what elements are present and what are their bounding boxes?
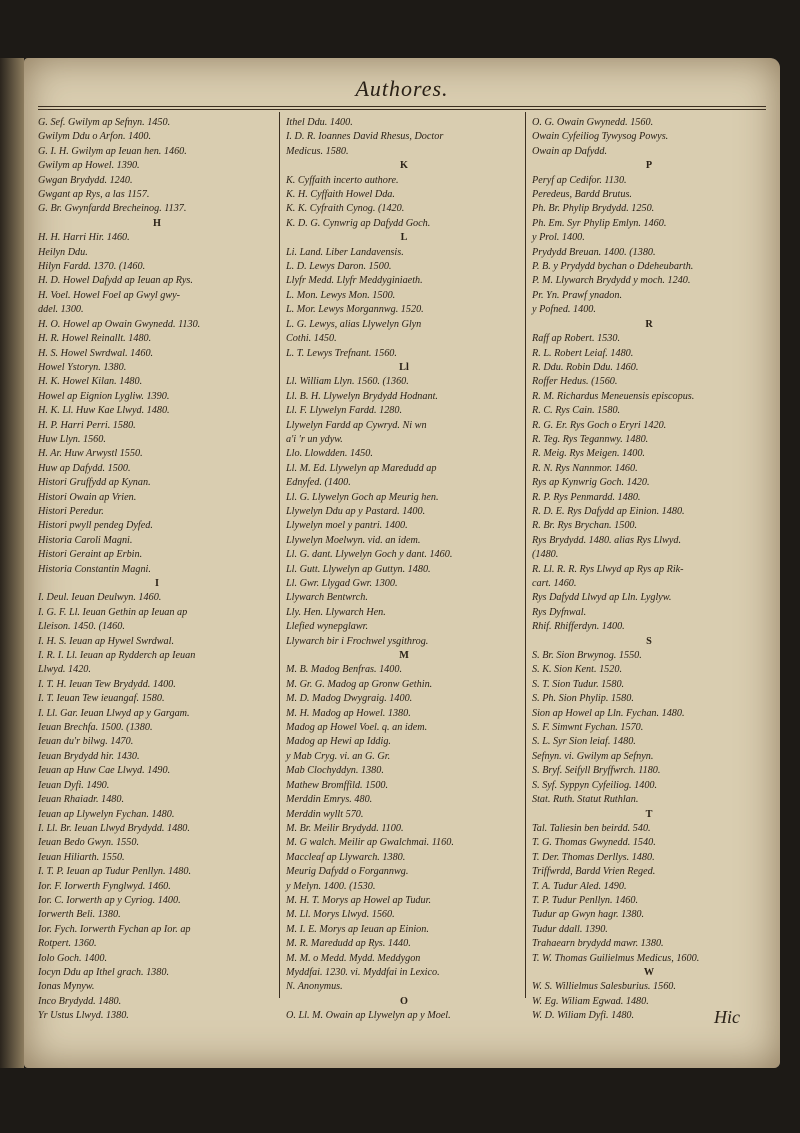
author-entry: Ph. Em. Syr Phylip Emlyn. 1460. bbox=[532, 217, 667, 229]
section-letter: I bbox=[155, 578, 159, 589]
author-entry: Ieuan Brydydd hir. 1430. bbox=[38, 750, 140, 762]
column-divider-1 bbox=[279, 112, 280, 998]
author-entry: Rotpert. 1360. bbox=[38, 938, 97, 950]
author-entry: S. Br. Sion Brwynog. 1550. bbox=[532, 650, 642, 662]
author-entry: I. H. S. Ieuan ap Hywel Swrdwal. bbox=[38, 635, 175, 647]
section-letter: M bbox=[399, 650, 409, 662]
author-entry: Llwyd. 1420. bbox=[38, 664, 91, 676]
author-entry: H. P. Harri Perri. 1580. bbox=[38, 419, 136, 431]
author-entry: G. Sef. Gwilym ap Sefnyn. 1450. bbox=[38, 117, 171, 128]
author-entry: Triffwrdd, Bardd Vrien Reged. bbox=[532, 866, 656, 878]
author-entry: I. Ll. Gar. Ieuan Llwyd ap y Gargam. bbox=[38, 707, 190, 719]
section-letter: L bbox=[400, 232, 408, 244]
author-entry: R. Ddu. Robin Ddu. 1460. bbox=[532, 361, 639, 373]
author-entry: S. F. Simwnt Fychan. 1570. bbox=[532, 722, 644, 734]
author-entry: Ll. William Llyn. 1560. (1360. bbox=[286, 376, 409, 388]
author-entry: Huw ap Dafydd. 1500. bbox=[38, 462, 131, 474]
author-entry: R. L. Robert Leiaf. 1480. bbox=[532, 347, 634, 359]
author-entry: Myddfai. 1230. vi. Myddfai in Lexico. bbox=[286, 966, 440, 978]
author-entry: Tudur ap Gwyn hagr. 1380. bbox=[532, 909, 645, 921]
author-entry: M. G walch. Meilir ap Gwalchmai. 1160. bbox=[286, 837, 454, 849]
author-entry: L. Mor. Lewys Morgannwg. 1520. bbox=[286, 304, 424, 316]
author-entry: K. Cyffaith incerto authore. bbox=[286, 174, 399, 186]
page-title: Authores. bbox=[355, 76, 449, 101]
author-entry: Sefnyn. vi. Gwilym ap Sefnyn. bbox=[532, 750, 654, 762]
section-letter: P bbox=[645, 160, 653, 172]
section-letter: K bbox=[400, 160, 408, 172]
author-entry: R. P. Rys Penmardd. 1480. bbox=[532, 491, 641, 503]
author-entry: Hilyn Fardd. 1370. (1460. bbox=[38, 261, 146, 273]
author-entry: Mathew Bromffild. 1500. bbox=[286, 779, 389, 791]
author-entry: Histori Peredur. bbox=[38, 505, 104, 517]
author-entry: Iorwerth Beli. 1380. bbox=[38, 909, 121, 921]
author-entry: W. S. Willielmus Salesburius. 1560. bbox=[532, 981, 676, 993]
author-entry: Pr. Yn. Prawf ynadon. bbox=[532, 289, 622, 301]
header-rule bbox=[38, 106, 766, 107]
author-entry: H. D. Howel Dafydd ap Ieuan ap Rys. bbox=[38, 275, 193, 287]
author-entry: Cothi. 1450. bbox=[286, 333, 337, 345]
section-letter: W bbox=[643, 966, 655, 978]
author-entry: Llo. Llowdden. 1450. bbox=[286, 448, 373, 460]
author-entry: M. M. o Medd. Mydd. Meddygon bbox=[286, 952, 421, 964]
author-entry: Ll. G. Llywelyn Goch ap Meurig hen. bbox=[286, 491, 439, 503]
author-entry: Lleison. 1450. (1460. bbox=[38, 621, 125, 633]
author-entry: Ior. C. Iorwerth ap y Cyriog. 1400. bbox=[38, 894, 181, 906]
author-entry: Heilyn Ddu. bbox=[38, 246, 88, 258]
author-entry: T. P. Tudur Penllyn. 1460. bbox=[532, 894, 639, 906]
author-entry: Medicus. 1580. bbox=[286, 145, 349, 157]
author-entry: Rys Brydydd. 1480. alias Rys Llwyd. bbox=[532, 534, 682, 546]
author-entry: M. Br. Meilir Brydydd. 1100. bbox=[286, 822, 404, 834]
author-entry: (1480. bbox=[532, 549, 559, 561]
author-entry: Prydydd Breuan. 1400. (1380. bbox=[532, 246, 656, 258]
author-entry: Yr Ustus Llwyd. 1380. bbox=[38, 1010, 129, 1022]
author-entry: Gwilym Ddu o Arfon. 1400. bbox=[38, 131, 152, 143]
author-entry: S. L. Syr Sion leiaf. 1480. bbox=[532, 736, 636, 748]
author-entry: Ior. Fych. Iorwerth Fychan ap Ior. ap bbox=[38, 923, 191, 935]
author-entry: Ph. Br. Phylip Brydydd. 1250. bbox=[532, 203, 655, 215]
section-letter: H bbox=[153, 217, 161, 229]
author-entry: Li. Land. Liber Landavensis. bbox=[286, 246, 404, 258]
author-entry: Histori Owain ap Vrien. bbox=[38, 491, 137, 503]
author-entry: I. T. H. Ieuan Tew Brydydd. 1400. bbox=[38, 678, 176, 690]
author-entry: Stat. Ruth. Statut Ruthlan. bbox=[532, 794, 639, 806]
section-letter: O bbox=[400, 995, 408, 1007]
author-entry: Ll. F. Llywelyn Fardd. 1280. bbox=[286, 405, 403, 417]
author-entry: K. K. Cyfraith Cynog. (1420. bbox=[286, 203, 405, 215]
author-entry: H. R. Howel Reinallt. 1480. bbox=[38, 333, 152, 345]
author-entry: R. Meig. Rys Meigen. 1400. bbox=[532, 448, 645, 460]
author-entry: O. Ll. M. Owain ap Llywelyn ap y Moel. bbox=[286, 1010, 451, 1022]
author-entry: S. Ph. Sion Phylip. 1580. bbox=[532, 693, 634, 705]
author-entry: R. G. Er. Rys Goch o Eryri 1420. bbox=[532, 419, 667, 431]
author-entry: Llywarch bir i Frochwel ysgithrog. bbox=[286, 635, 429, 647]
author-entry: Trahaearn brydydd mawr. 1380. bbox=[532, 938, 664, 950]
author-entry: Tal. Taliesin ben beirdd. 540. bbox=[532, 822, 651, 834]
header-rule-double bbox=[38, 109, 766, 110]
author-entry: y Prol. 1400. bbox=[532, 232, 585, 244]
author-entry: M. H. T. Morys ap Howel ap Tudur. bbox=[286, 894, 431, 906]
author-entry: I. Deul. Ieuan Deulwyn. 1460. bbox=[38, 592, 162, 604]
author-entry: I. Ll. Br. Ieuan Llwyd Brydydd. 1480. bbox=[38, 822, 190, 834]
author-entry: L. D. Lewys Daron. 1500. bbox=[286, 261, 392, 273]
author-entry: Ieuan Dyfi. 1490. bbox=[38, 779, 110, 791]
author-entry: Iocyn Ddu ap Ithel grach. 1380. bbox=[38, 966, 169, 978]
column-1 bbox=[38, 116, 276, 1022]
author-entry: Ior. F. Iorwerth Fynglwyd. 1460. bbox=[38, 880, 171, 892]
author-entry: Inco Brydydd. 1480. bbox=[38, 995, 122, 1007]
author-entry: R. Br. Rys Brychan. 1500. bbox=[532, 520, 638, 532]
author-entry: Gwgant ap Rys, a las 1157. bbox=[38, 189, 150, 201]
author-entry: Huw Llyn. 1560. bbox=[38, 433, 106, 445]
author-entry: Peredeus, Bardd Brutus. bbox=[532, 189, 632, 201]
author-entry: Historia Caroli Magni. bbox=[38, 534, 133, 546]
author-entry: H. K. Ll. Huw Kae Llwyd. 1480. bbox=[38, 405, 170, 417]
author-entry: Iolo Goch. 1400. bbox=[38, 952, 108, 964]
author-entry: H. O. Howel ap Owain Gwynedd. 1130. bbox=[38, 318, 201, 330]
author-entry: H. Ar. Huw Arwystl 1550. bbox=[38, 448, 143, 460]
author-entry: T. Der. Thomas Derllys. 1480. bbox=[532, 851, 655, 863]
author-entry: Ieuan Bedo Gwyn. 1550. bbox=[38, 837, 140, 849]
author-entry: Sion ap Howel ap Lln. Fychan. 1480. bbox=[532, 707, 685, 719]
author-entry: I. G. F. Ll. Ieuan Gethin ap Ieuan ap bbox=[38, 606, 188, 618]
author-entry: Gwgan Brydydd. 1240. bbox=[38, 174, 133, 186]
author-entry: M. R. Maredudd ap Rys. 1440. bbox=[286, 938, 411, 950]
author-entry: I. T. Ieuan Tew ieuangaf. 1580. bbox=[38, 693, 165, 705]
author-entry: Ll. G. dant. Llywelyn Goch y dant. 1460. bbox=[286, 549, 453, 561]
author-entry: Rys Dyfnwal. bbox=[532, 606, 587, 618]
author-entry: G. I. H. Gwilym ap Ieuan hen. 1460. bbox=[38, 145, 187, 157]
author-entry: K. D. G. Cynwrig ap Dafydd Goch. bbox=[286, 217, 431, 229]
author-entry: Rys Dafydd Llwyd ap Lln. Lyglyw. bbox=[532, 592, 672, 604]
section-letter: S bbox=[646, 635, 652, 647]
author-entry: Ednyfed. (1400. bbox=[286, 477, 351, 489]
author-entry: L. T. Lewys Trefnant. 1560. bbox=[286, 347, 397, 359]
author-entry: Rhif. Rhifferdyn. 1400. bbox=[532, 621, 625, 633]
author-entry: P. M. Llywarch Brydydd y moch. 1240. bbox=[532, 275, 691, 287]
author-entry: R. Ll. R. R. Rys Llwyd ap Rys ap Rik- bbox=[532, 563, 684, 575]
author-entry: W. Eg. Wiliam Egwad. 1480. bbox=[532, 995, 649, 1007]
author-entry: M. H. Madog ap Howel. 1380. bbox=[286, 707, 411, 719]
author-entry: Ll. M. Ed. Llywelyn ap Maredudd ap bbox=[286, 462, 437, 474]
author-entry: Ll. Gutt. Llywelyn ap Guttyn. 1480. bbox=[286, 563, 431, 575]
author-entry: Rys ap Kynwrig Goch. 1420. bbox=[532, 477, 650, 489]
author-entry: Madog ap Howel Voel. q. an idem. bbox=[286, 722, 428, 734]
book-page bbox=[24, 58, 780, 1068]
author-entry: Peryf ap Cedifor. 1130. bbox=[532, 174, 627, 186]
column-2-list bbox=[286, 116, 522, 1024]
author-entry: Histori Gruffydd ap Kynan. bbox=[38, 477, 151, 489]
author-entry: R. Teg. Rys Tegannwy. 1480. bbox=[532, 433, 649, 445]
author-entry: Ionas Mynyw. bbox=[38, 981, 95, 993]
catchword: Hic bbox=[714, 1007, 740, 1027]
author-entry: Llywelyn moel y pantri. 1400. bbox=[286, 520, 408, 532]
author-entry: Llywarch Bentwrch. bbox=[286, 592, 368, 604]
author-entry: T. W. Thomas Guilielmus Medicus, 1600. bbox=[532, 952, 700, 964]
author-entry: M. D. Madog Dwygraig. 1400. bbox=[286, 693, 413, 705]
author-entry: Gwilym ap Howel. 1390. bbox=[38, 160, 140, 172]
author-entry: H. S. Howel Swrdwal. 1460. bbox=[38, 347, 154, 359]
author-entry: Howel Ystoryn. 1380. bbox=[38, 361, 127, 373]
author-entry: T. G. Thomas Gwynedd. 1540. bbox=[532, 837, 656, 849]
author-entry: S. K. Sion Kent. 1520. bbox=[532, 664, 622, 676]
author-entry: Llywelyn Ddu ap y Pastard. 1400. bbox=[286, 505, 426, 517]
author-entry: Mab Clochyddyn. 1380. bbox=[286, 765, 384, 777]
author-entry: Lly. Hen. Llywarch Hen. bbox=[286, 606, 386, 618]
author-entry: ddel. 1300. bbox=[38, 304, 84, 316]
author-entry: y Melyn. 1400. (1530. bbox=[286, 880, 376, 892]
section-letter: R bbox=[645, 318, 653, 330]
column-1-list bbox=[38, 116, 276, 1024]
author-entry: a'i 'r un ydyw. bbox=[286, 433, 343, 445]
author-entry: G. Br. Gwynfardd Brecheinog. 1137. bbox=[38, 203, 187, 215]
author-entry: K. H. Cyffaith Howel Dda. bbox=[286, 189, 395, 201]
author-entry: M. B. Madog Benfras. 1400. bbox=[286, 664, 403, 676]
author-entry: R. C. Rys Cain. 1580. bbox=[532, 405, 621, 417]
author-entry: M. Gr. G. Madog ap Gronw Gethin. bbox=[286, 678, 433, 690]
author-entry: H. Voel. Howel Foel ap Gwyl gwy- bbox=[38, 289, 181, 301]
author-entry: P. B. y Prydydd bychan o Ddeheubarth. bbox=[532, 261, 694, 273]
author-entry: Ithel Ddu. 1400. bbox=[286, 117, 353, 128]
author-entry: Tudur ddall. 1390. bbox=[532, 923, 608, 935]
author-entry: Meurig Dafydd o Forgannwg. bbox=[286, 866, 409, 878]
author-entry: W. D. Wiliam Dyfi. 1480. bbox=[532, 1010, 635, 1022]
author-entry: Howel ap Eignion Lygliw. 1390. bbox=[38, 390, 170, 402]
author-entry: Maccleaf ap Llywarch. 1380. bbox=[286, 851, 406, 863]
author-entry: Madog ap Hewi ap Iddig. bbox=[286, 736, 391, 748]
author-entry: Llywelyn Moelwyn. vid. an idem. bbox=[286, 534, 421, 546]
author-entry: R. N. Rys Nannmor. 1460. bbox=[532, 462, 638, 474]
author-entry: H. H. Harri Hir. 1460. bbox=[38, 232, 130, 244]
author-entry: Ll. B. H. Llywelyn Brydydd Hodnant. bbox=[286, 390, 438, 402]
author-entry: M. Ll. Morys Llwyd. 1560. bbox=[286, 909, 395, 921]
author-entry: O. G. Owain Gwynedd. 1560. bbox=[532, 117, 654, 128]
author-entry: Histori pwyll pendeg Dyfed. bbox=[38, 520, 153, 532]
author-entry: I. D. R. Ioannes David Rhesus, Doctor bbox=[286, 131, 444, 143]
book-gutter bbox=[0, 58, 24, 1068]
column-3-list bbox=[532, 116, 766, 1024]
section-letter: T bbox=[645, 808, 653, 820]
author-entry: Roffer Hedus. (1560. bbox=[532, 376, 618, 388]
author-entry: Llefied wynepglawr. bbox=[286, 621, 369, 633]
author-entry: Merddin Emrys. 480. bbox=[286, 794, 373, 806]
author-entry: Ieuan ap Huw Cae Llwyd. 1490. bbox=[38, 765, 171, 777]
author-entry: I. R. I. Ll. Ieuan ap Rydderch ap Ieuan bbox=[38, 650, 196, 662]
author-entry: Ieuan du'r bilwg. 1470. bbox=[38, 736, 134, 748]
author-entry: H. K. Howel Kilan. 1480. bbox=[38, 376, 143, 388]
author-entry: y Mab Cryg. vi. an G. Gr. bbox=[286, 750, 391, 762]
section-letter: Ll bbox=[399, 361, 409, 373]
author-entry: S. Syf. Syppyn Cyfeiliog. 1400. bbox=[532, 779, 658, 791]
author-entry: L. G. Lewys, alias Llywelyn Glyn bbox=[286, 318, 422, 330]
author-entry: M. I. E. Morys ap Ieuan ap Einion. bbox=[286, 923, 429, 935]
author-entry: Llywelyn Fardd ap Cywryd. Ni wn bbox=[286, 419, 427, 431]
column-2 bbox=[286, 116, 522, 1022]
author-entry: Ieuan ap Llywelyn Fychan. 1480. bbox=[38, 808, 175, 820]
author-entry: I. T. P. Ieuan ap Tudur Penllyn. 1480. bbox=[38, 866, 191, 878]
author-entry: R. M. Richardus Meneuensis episcopus. bbox=[532, 390, 695, 402]
author-entry: cart. 1460. bbox=[532, 578, 577, 589]
author-entry: R. D. E. Rys Dafydd ap Einion. 1480. bbox=[532, 505, 685, 517]
author-entry: Ieuan Brechfa. 1500. (1380. bbox=[38, 722, 153, 734]
author-entry: Ll. Gwr. Llygad Gwr. 1300. bbox=[286, 578, 398, 589]
author-entry: L. Mon. Lewys Mon. 1500. bbox=[286, 289, 396, 301]
author-entry: Histori Geraint ap Erbin. bbox=[38, 549, 143, 561]
author-entry: Ieuan Rhaiadr. 1480. bbox=[38, 794, 125, 806]
author-entry: Owain ap Dafydd. bbox=[532, 145, 607, 157]
author-entry: Llyfr Medd. Llyfr Meddyginiaeth. bbox=[286, 275, 423, 287]
author-entry: Owain Cyfeiliog Tywysog Powys. bbox=[532, 131, 669, 143]
author-entry: Raff ap Robert. 1530. bbox=[532, 333, 621, 345]
author-entry: Ieuan Hiliarth. 1550. bbox=[38, 851, 125, 863]
author-entry: Historia Constantin Magni. bbox=[38, 563, 151, 575]
column-divider-2 bbox=[525, 112, 526, 998]
author-entry: T. A. Tudur Aled. 1490. bbox=[532, 880, 627, 892]
author-entry: Merddin wyllt 570. bbox=[286, 808, 364, 820]
author-entry: N. Anonymus. bbox=[286, 981, 343, 993]
author-entry: S. T. Sion Tudur. 1580. bbox=[532, 678, 625, 690]
author-entry: S. Bryf. Seifyll Bryffwrch. 1180. bbox=[532, 765, 661, 777]
author-entry: y Pofned. 1400. bbox=[532, 304, 596, 316]
